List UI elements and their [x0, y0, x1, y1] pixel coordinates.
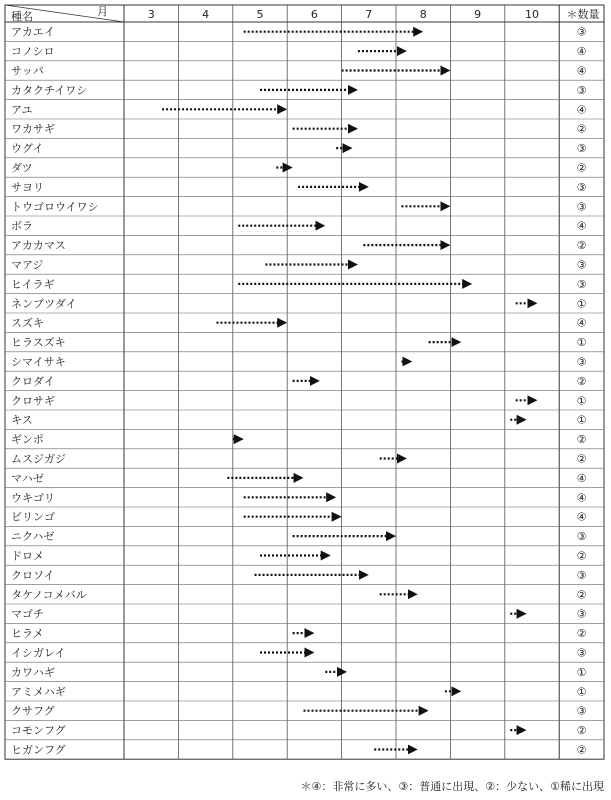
abundance-value: ③: [576, 568, 587, 582]
abundance-value: ③: [576, 277, 587, 291]
species-row: [11, 375, 587, 388]
species-row: [11, 336, 587, 349]
month-label-3: 3: [147, 8, 155, 21]
abundance-value: ④: [576, 45, 587, 59]
species-row: [11, 26, 587, 39]
species-row: [11, 259, 587, 272]
species-row: [11, 530, 587, 543]
species-row: [11, 317, 587, 330]
species-row: [11, 453, 587, 466]
species-row: [11, 200, 587, 213]
month-label-8: 8: [419, 8, 427, 21]
species-row: [11, 685, 587, 698]
species-row: [11, 220, 587, 233]
species-row: [11, 433, 587, 446]
species-row: [11, 239, 587, 252]
abundance-value: ①: [576, 685, 587, 699]
abundance-value: ②: [576, 122, 587, 136]
species-row: [11, 724, 587, 737]
species-row: [11, 744, 587, 757]
species-name: スズキ: [11, 316, 44, 330]
species-row: [11, 278, 587, 291]
abundance-value: ③: [576, 355, 587, 369]
abundance-value: ④: [576, 219, 587, 233]
abundance-value: ②: [576, 627, 587, 641]
species-name: アカエイ: [11, 25, 55, 39]
count-header: ＊数量: [566, 8, 600, 21]
species-row: [11, 65, 587, 78]
species-row: [11, 414, 587, 427]
abundance-value: ④: [576, 471, 587, 485]
abundance-value: ④: [576, 316, 587, 330]
species-row: [11, 705, 587, 718]
species-name: ヒラメ: [11, 627, 44, 641]
species-row: [11, 491, 587, 504]
abundance-value: ③: [576, 25, 587, 39]
species-name: ギンポ: [11, 433, 44, 447]
species-name: アミメハギ: [11, 685, 66, 699]
species-name: カタクチイワシ: [11, 83, 88, 97]
species-name: ワカサギ: [11, 122, 55, 136]
species-row: [11, 647, 587, 660]
abundance-value: ④: [576, 510, 587, 524]
species-name: マアジ: [11, 258, 44, 272]
species-rows: [11, 26, 587, 757]
species-name: ボラ: [11, 219, 33, 233]
abundance-value: ③: [576, 83, 587, 97]
species-row: [11, 181, 587, 194]
abundance-value: ②: [576, 374, 587, 388]
species-name: タケノコメバル: [11, 588, 87, 602]
species-name: イシガレイ: [11, 646, 66, 660]
species-name: ドロメ: [11, 549, 44, 563]
species-name: アユ: [11, 103, 33, 117]
abundance-value: ③: [576, 530, 587, 544]
abundance-value: ④: [576, 103, 587, 117]
species-row: [11, 356, 587, 369]
species-name: ダツ: [11, 161, 33, 175]
species-row: [11, 472, 587, 485]
abundance-value: ②: [576, 452, 587, 466]
abundance-value: ②: [576, 161, 587, 175]
species-name: マゴチ: [11, 607, 44, 621]
table-grid: [5, 5, 604, 759]
species-name: サヨリ: [11, 180, 44, 194]
species-row: [11, 608, 587, 621]
abundance-value: ②: [576, 743, 587, 757]
species-name: ビリンゴ: [11, 510, 55, 524]
species-row: [11, 666, 587, 679]
abundance-value: ③: [576, 142, 587, 156]
abundance-value: ③: [576, 180, 587, 194]
abundance-value: ①: [576, 336, 587, 350]
species-name: トウゴロウイワシ: [11, 200, 99, 214]
abundance-value: ③: [576, 607, 587, 621]
species-row: [11, 588, 587, 601]
species-name: ネンブツダイ: [11, 297, 77, 311]
abundance-value: ④: [576, 64, 587, 78]
species-row: [11, 142, 587, 155]
month-header: 月: [97, 5, 108, 18]
species-name: クロサギ: [11, 394, 55, 408]
species-name: キス: [11, 413, 33, 427]
species-name: ウグイ: [11, 142, 44, 156]
abundance-value: ①: [576, 394, 587, 408]
species-row: [11, 45, 587, 58]
species-row: [11, 569, 587, 582]
species-name: クロソイ: [11, 568, 55, 582]
abundance-value: ①: [576, 297, 587, 311]
abundance-value: ③: [576, 704, 587, 718]
species-name: サッパ: [11, 64, 44, 78]
species-row: [11, 123, 587, 136]
abundance-value: ②: [576, 239, 587, 253]
species-row: [11, 297, 587, 310]
species-row: [11, 84, 587, 97]
abundance-value: ④: [576, 491, 587, 505]
species-name: クロダイ: [11, 374, 55, 388]
species-row: [11, 550, 587, 563]
abundance-value: ②: [576, 588, 587, 602]
abundance-value: ①: [576, 413, 587, 427]
species-name: コモンフグ: [11, 724, 66, 738]
species-row: [11, 627, 587, 640]
species-name: クサフグ: [11, 704, 55, 718]
species-name: マハゼ: [11, 471, 44, 485]
month-label-6: 6: [310, 8, 318, 21]
abundance-value: ②: [576, 433, 587, 447]
species-header: 種名: [11, 10, 33, 23]
header-row: [5, 5, 600, 23]
table-frame: [5, 5, 604, 759]
month-label-5: 5: [256, 8, 264, 21]
species-name: ニクハゼ: [11, 530, 55, 544]
species-name: ヒイラギ: [11, 277, 55, 291]
month-label-10: 10: [525, 8, 539, 21]
species-name: ムスジガジ: [11, 452, 66, 466]
species-name: コノシロ: [11, 45, 55, 59]
species-row: [11, 511, 587, 524]
species-name: ウキゴリ: [11, 491, 55, 505]
abundance-value: ③: [576, 200, 587, 214]
species-name: シマイサキ: [11, 355, 66, 369]
month-label-4: 4: [202, 8, 210, 21]
species-name: ヒラスズキ: [11, 336, 66, 350]
species-row: [11, 162, 587, 175]
species-name: アカカマス: [11, 239, 66, 253]
species-name: ヒガンフグ: [11, 743, 66, 757]
month-labels: [148, 8, 539, 21]
abundance-value: ②: [576, 549, 587, 563]
month-label-7: 7: [365, 8, 373, 21]
abundance-value: ①: [576, 665, 587, 679]
month-label-9: 9: [474, 8, 482, 21]
species-row: [11, 103, 587, 116]
abundance-value: ③: [576, 646, 587, 660]
abundance-value: ③: [576, 258, 587, 272]
abundance-value: ②: [576, 724, 587, 738]
legend-footnote: ＊④：非常に多い、③：普通に出現、②：少ない、①稀に出現: [300, 780, 604, 793]
species-row: [11, 394, 587, 407]
species-name: カワハギ: [11, 665, 55, 679]
